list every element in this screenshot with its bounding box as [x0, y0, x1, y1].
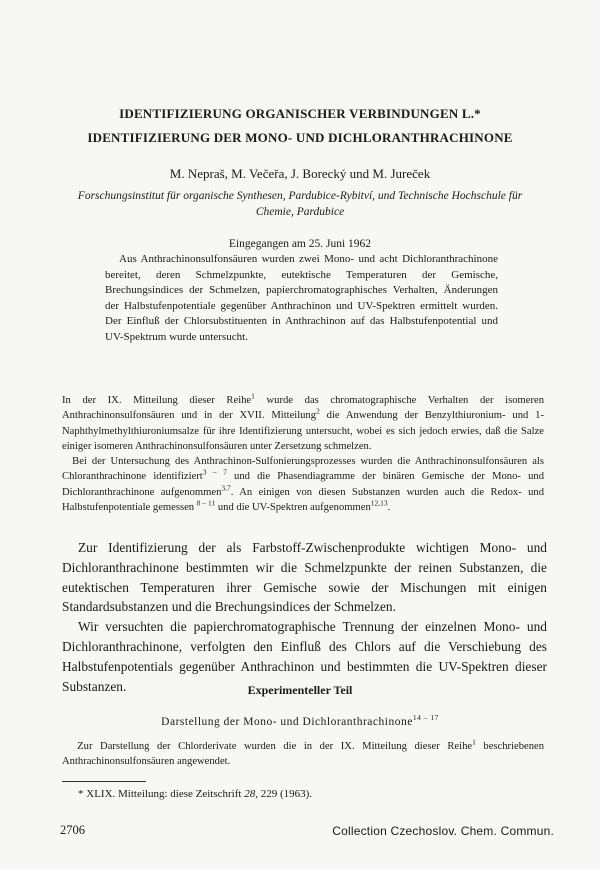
journal-name: Collection Czechoslov. Chem. Commun.	[332, 824, 554, 838]
footnote-rule	[62, 781, 146, 782]
footnote: * XLIX. Mitteilung: diese Zeitschrift 28, 229 (1963).	[78, 788, 313, 800]
authors: M. Nepraš, M. Večeřa, J. Borecký und M. Jureček	[169, 166, 431, 181]
title-line-1: IDENTIFIZIERUNG ORGANISCHER VERBINDUNGEN L.*	[119, 106, 481, 121]
subsection-heading: Darstellung der Mono- und Dichloranthrachinone$^{14 - 17}$	[161, 713, 439, 728]
body-text	[62, 538, 547, 696]
section-heading: Experimenteller Teil	[247, 683, 353, 697]
page-number: 2706	[60, 823, 85, 837]
received-date: Eingegangen am 25. Juni 1962	[228, 238, 372, 250]
title-line-2: IDENTIFIZIERUNG DER MONO- UND DICHLORANTHRACHINONE	[87, 130, 513, 145]
introduction-paragraph: In der IX. Mitteilung dieser Reihe$^1$ wurde das chromatographische Verhalten der isomeren Anthrachinonsulfonsäuren und in der XVII. Mitteilung$^2$ die Anwendung der Benzylthiuronium- und 1-Naphthylmethylthiuroniumsalze für ihre Identifizierung untersucht, wobei es sich jedoch erwies, daß die Salze einiger isomeren Anthrachinonsulfonsäuren unter Zersetzung schmelzen. Bei der Untersuchung des Anthrachinon-Sulfonierungsprozesses wurden die Anthrachinonsulfonsäuren als Chloranthrachinone identifiziert$^{3 - 7}$ und die Phasendiagramme der binären Gemische der Mono- und Dichloranthrachinone aufgenommen$^{3,7}$. An einigen von diesen Substanzen wurden auch die Redox- und Halbstufenpotentiale gemessen $^{8 - 11}$ und die UV-Spektren aufgenommen$^{12,13}$.	[62, 391, 545, 514]
body-paragraph-2: Wir versuchten die papierchromatographische Trennung der einzelnen Mono- und Dichloranthrachinone, verfolgten den Einfluß des Chlors auf die Verschiebung des Halbstufenpotentials gegenüber Anthrachinon und bestimmten die UV-Spektren dieser Substanzen.	[62, 619, 547, 694]
affiliation: Forschungsinstitut für organische Synthesen, Pardubice-Rybitví, und Technische Hochschule für Chemie, Pardubice	[77, 190, 523, 218]
abstract: Aus Anthrachinonsulfonsäuren wurden zwei Mono- und acht Dichloranthrachinone bereitet, deren Schmelzpunkte, eutektische Temperaturen der Gemische, Brechungsindices der Schmelzen, papierchromatographisches Verhalten, Änderungen der Halbstufenpotentiale gegenüber Anthrachinon und UV-Spektren ermittelt wurden. Der Einfluß der Chlorsubstituenten in Anthrachinon auf das Halbstufenpotential und UV-Spektrum wurde untersucht.	[105, 253, 498, 343]
body-paragraph-1: Zur Identifizierung der als Farbstoff-Zwischenprodukte wichtigen Mono- und Dichloranthrachinone bestimmten wir die Schmelzpunkte der reinen Substanzen, die eutektischen Temperaturen ihrer Gemische sowie der Mischungen mit einigen Standardsubstanzen und die Brechungsindices der Schmelzen.	[62, 540, 547, 615]
experimental-paragraph: Zur Darstellung der Chlorderivate wurden die in der IX. Mitteilung dieser Reihe$^1$ beschriebenen Anthrachinonsulfonsäuren angewendet.	[62, 737, 544, 768]
